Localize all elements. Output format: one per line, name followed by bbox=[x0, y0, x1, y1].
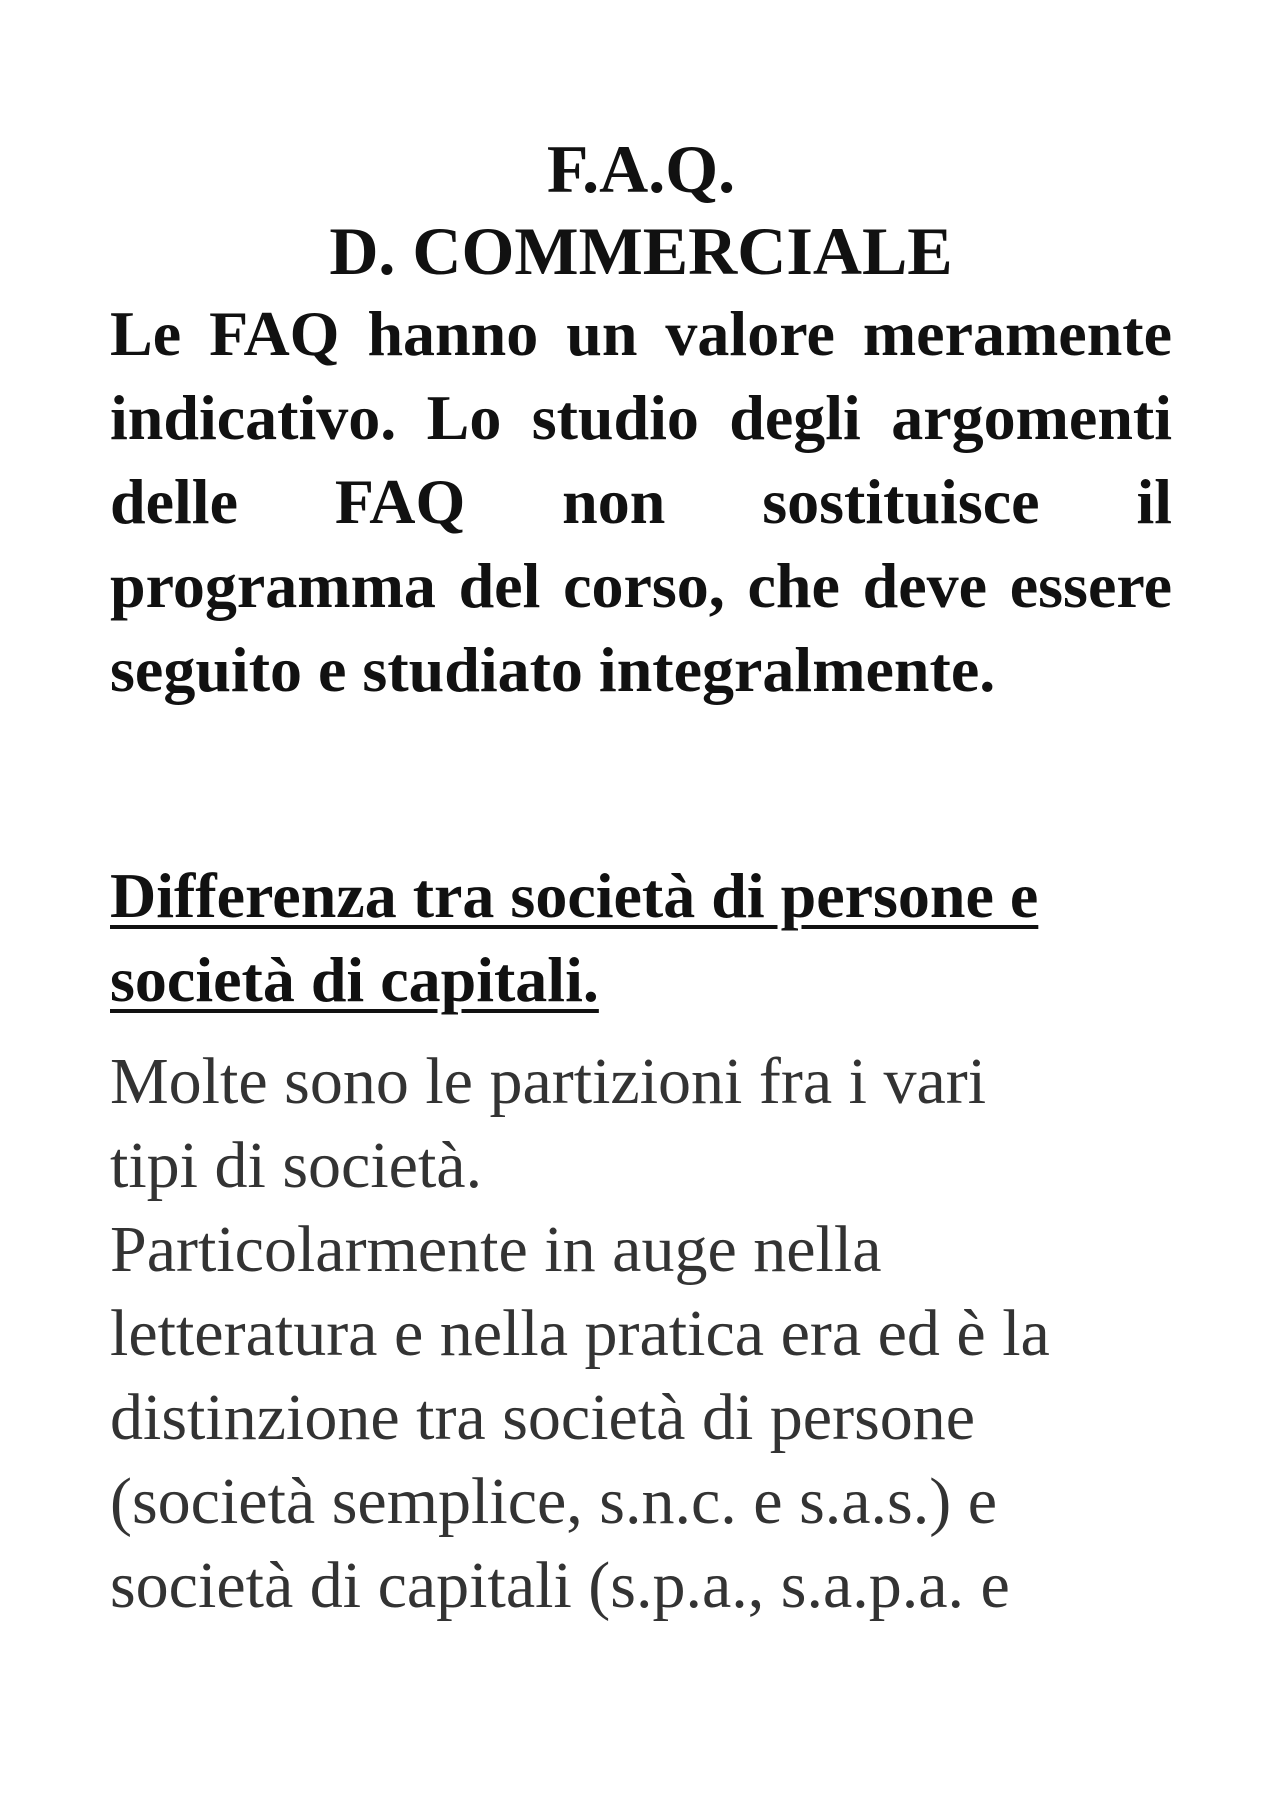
body-line: (società semplice, s.n.c. e s.a.s.) e bbox=[110, 1465, 998, 1538]
section-spacer bbox=[110, 712, 1172, 854]
body-line: tipi di società. bbox=[110, 1129, 483, 1202]
document-title: F.A.Q. bbox=[546, 131, 736, 207]
document-subtitle: D. COMMERCIALE bbox=[329, 213, 953, 289]
body-line: Particolarmente in auge nella bbox=[110, 1213, 882, 1286]
body-line: distinzione tra società di persone bbox=[110, 1381, 976, 1454]
section-heading: Differenza tra società di persone e società di capitali. bbox=[110, 860, 1039, 1015]
disclaimer-paragraph: Le FAQ hanno un valore meramente indicativo. Lo studio degli argomenti delle FAQ non sostituisce il programma del corso, che deve essere seguito e studiato integralmente. bbox=[110, 298, 1172, 705]
body-line: letteratura e nella pratica era ed è la bbox=[110, 1297, 1050, 1370]
document-page bbox=[110, 128, 1172, 1628]
section-body bbox=[110, 1040, 1172, 1628]
body-line: Molte sono le partizioni fra i vari bbox=[110, 1045, 987, 1118]
body-line: società di capitali (s.p.a., s.a.p.a. e bbox=[110, 1549, 1010, 1622]
